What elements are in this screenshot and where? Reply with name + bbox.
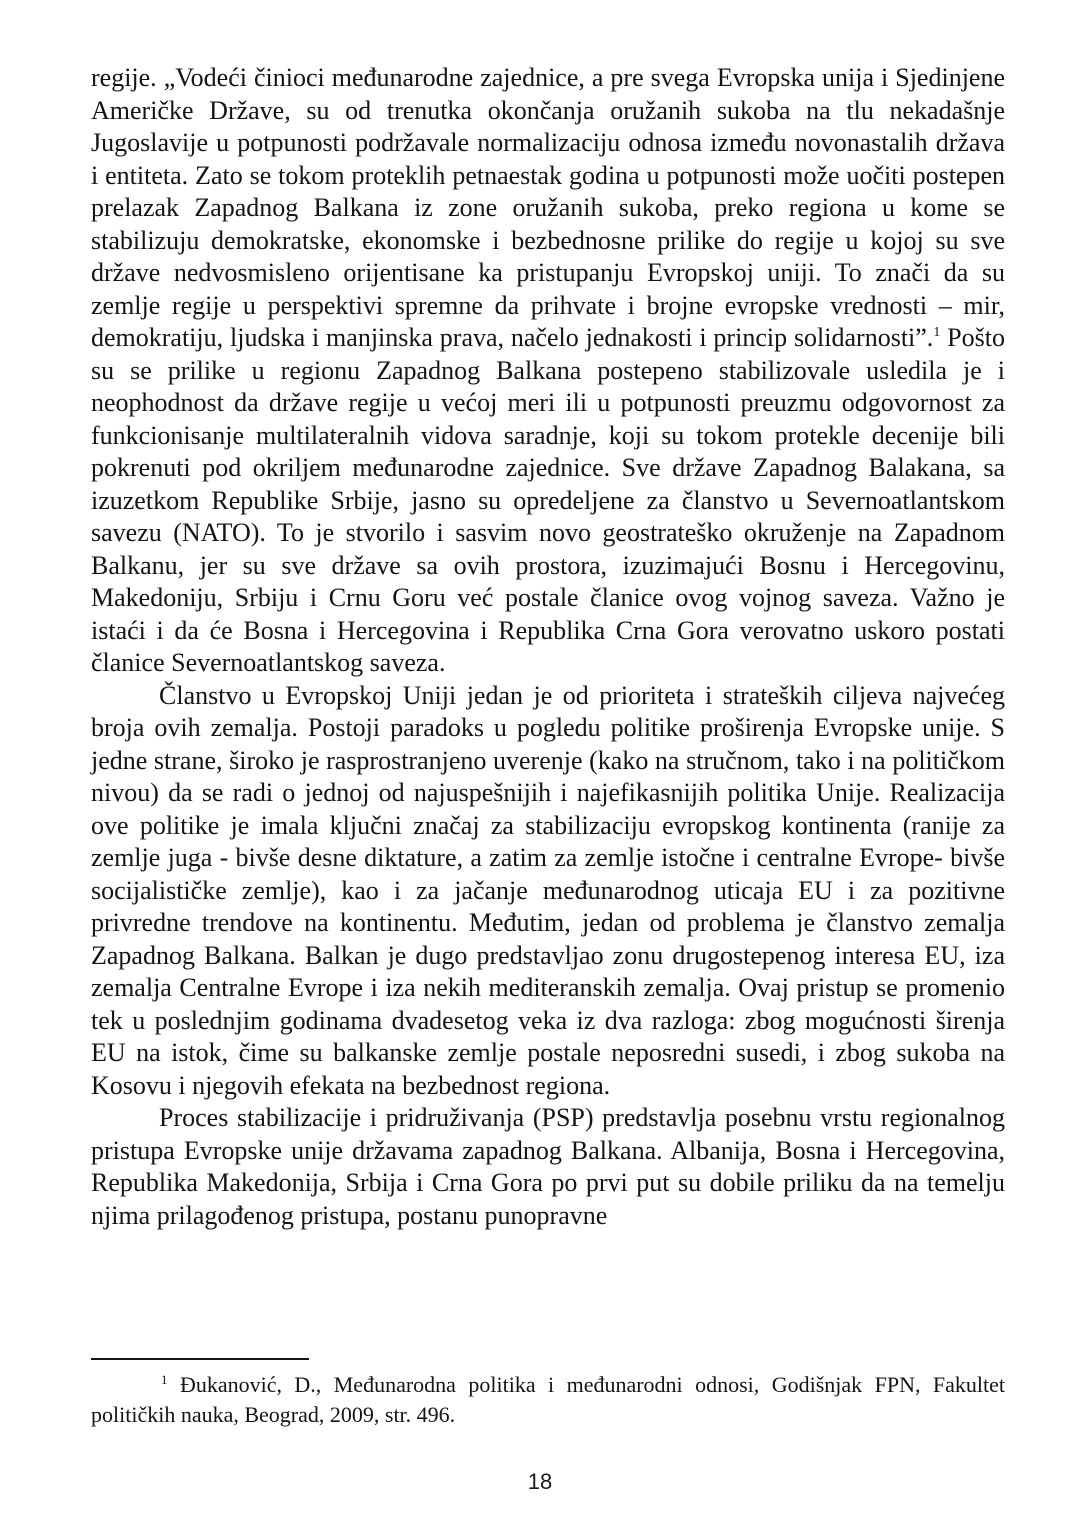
paragraph-1 <box>91 62 1005 680</box>
page-body <box>91 62 1005 1232</box>
page-number: 18 <box>527 1469 553 1494</box>
paragraph-3: Proces stabilizacije i pridruživanja (PSP) predstavlja posebnu vrstu regionalnog pristupa Evropske unije državama zapadnog Balkana. Albanija, Bosna i Hercegovina, Republika Makedonija, Srbija i Crna Gora po prvi put su dobile priliku da na temelju njima prilagođenog pristupa, postanu punopravne <box>91 1103 1005 1230</box>
footnote-divider <box>91 1358 309 1360</box>
paragraph-2: Članstvo u Evropskoj Uniji jedan je od prioriteta i strateških ciljeva najvećeg broja ovih zemalja. Postoji paradoks u pogledu politike proširenja Evropske unije. S jedne strane, široko je rasprostranjeno uverenje (kako na stručnom, tako i na političkom nivou) da se radi o jednoj od najuspešnijih i najefikasnijih politika Unije. Realizacija ove politike je imala ključni značaj za stabilizaciju evropskog kontinenta (ranije za zemlje juga - bivše desne diktature, a zatim za zemlje istočne i centralne Evrope- bivše socijalističke zemlje), kao i za jačanje međunarodnog uticaja EU i za pozitivne privredne trendove na kontinentu. Međutim, jedan od problema je članstvo zemalja Zapadnog Balkana. Balkan je dugo predstavljao zonu drugostepenog interesa EU, iza zemalja Centralne Evrope i iza nekih mediteranskih zemalja. Ovaj pristup se promenio tek u poslednjim godinama dvadesetog veka iz dva razloga: zbog mogućnosti širenja EU na istok, čime su balkanske zemlje postale neposredni susedi, i zbog sukoba na Kosovu i njegovih efekata na bezbednost regiona. <box>91 680 1005 1100</box>
footnote-number: 1 <box>161 1372 168 1387</box>
paragraph-1-text: regije. „Vodeći činioci međunarodne zajednice, a pre svega Evropska unija i Sjedinjene Američke Države, su od trenutka okončanja oružanih sukoba na tlu nekadašnje Jugoslavije u potpunosti podržavale normalizaciju odnosa između novonastalih država i entiteta. Zato se tokom proteklih petnaestak godina u potpunosti može uočiti postepen prelazak Zapadnog Balkana iz zone oružanih sukoba, preko regiona u kome se stabilizuju demokratske, ekonomske i bezbednosne prilike do regije u kojoj su sve države nedvosmisleno orijentisane ka pristupanju Evropskoj uniji. To znači da su zemlje regije u perspektivi spremne da prihvate i brojne evropske vrednosti – mir, demokratiju, ljudska i manjinska prava, načelo jednakosti i princip solidarnosti”. <box>91 63 1005 352</box>
footnote <box>91 1370 1005 1430</box>
footnote-text: Đukanović, D., Međunarodna politika i međunarodni odnosi, Godišnjak FPN, Fakultet političkih nauka, Beograd, 2009, str. 496. <box>91 1372 1005 1427</box>
paragraph-1-continuation: Pošto su se prilike u regionu Zapadnog Balkana postepeno stabilizovale usledila je i neophodnost da države regije u većoj meri ili u potpunosti preuzmu odgovornost za funkcionisanje multilateralnih vidova saradnje, koji su tokom protekle decenije bili pokrenuti pod okriljem međunarodne zajednice. Sve države Zapadnog Balakana, sa izuzetkom Republike Srbije, jasno su opredeljene za članstvo u Severnoatlantskom savezu (NATO). To je stvorilo i sasvim novo geostrateško okruženje na Zapadnom Balkanu, jer su sve države sa ovih prostora, izuzimajući Bosnu i Hercegovinu, Makedoniju, Srbiju i Crnu Goru već postale članice ovog vojnog saveza. Važno je istaći i da će Bosna i Hercegovina i Republika Crna Gora verovatno uskoro postati članice Severnoatlantskog saveza. <box>91 323 1005 677</box>
footnote-reference[interactable]: 1 <box>933 325 941 340</box>
